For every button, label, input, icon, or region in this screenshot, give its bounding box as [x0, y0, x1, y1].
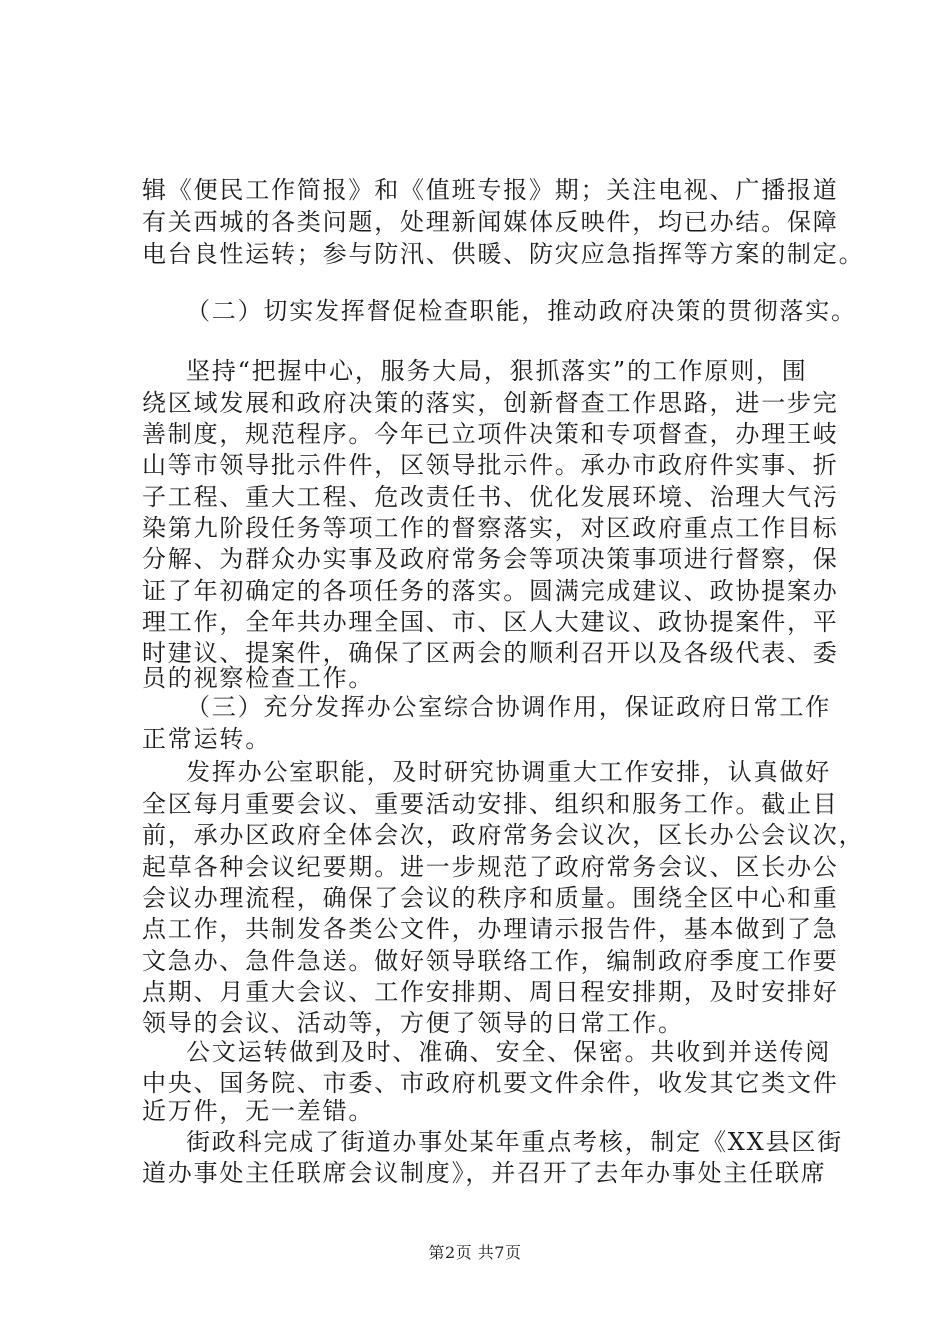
body-text-line: 时建议、提案件，确保了区两会的顺利召开以及各级代表、委 — [142, 639, 839, 667]
body-text-line: 分解、为群众办实事及政府常务会等项决策事项进行督察，保 — [142, 545, 839, 573]
body-text-line: 街政科完成了街道办事处某年重点考核，制定《XX县区街 — [186, 1128, 843, 1156]
body-text-line: 山等市领导批示件件，区领导批示件。承办市政府件实事、折 — [142, 451, 839, 479]
body-text-line: 点工作，共制发各类公文件，办理请示报告件，基本做到了急 — [142, 915, 839, 943]
body-text-line: 前，承办区政府全体会次，政府常务会议次，区长办公会议次， — [142, 821, 865, 849]
body-text-line: 辑《便民工作简报》和《值班专报》期；关注电视、广播报道 — [142, 176, 839, 204]
body-text-line: 理工作，全年共办理全国、市、区人大建议、政协提案件，平 — [142, 608, 839, 636]
body-text-line: 领导的会议、活动等，方便了领导的日常工作。 — [142, 1009, 684, 1037]
body-text-line: 文急办、急件急送。做好领导联络工作，编制政府季度工作要 — [142, 947, 839, 975]
body-text-line: 近万件，无一差错。 — [142, 1097, 375, 1125]
body-text-line: 证了年初确定的各项任务的落实。圆满完成建议、政协提案办 — [142, 577, 839, 605]
section-heading: （三）充分发挥办公室综合协调作用，保证政府日常工作 — [186, 693, 831, 721]
body-text-line: 起草各种会议纪要期。进一步规范了政府常务会议、区长办公 — [142, 853, 839, 881]
body-text-line: 有关西城的各类问题，处理新闻媒体反映件，均已办结。保障 — [142, 208, 839, 236]
section-heading: （二）切实发挥督促检查职能，推动政府决策的贯彻落实。 — [186, 297, 857, 325]
body-text-line: 发挥办公室职能，及时研究协调重大工作安排，认真做好 — [186, 758, 831, 786]
body-text-line: 会议办理流程，确保了会议的秩序和质量。围绕全区中心和重 — [142, 884, 839, 912]
body-text-line: 中央、国务院、市委、市政府机要文件余件，收发其它类文件 — [142, 1069, 839, 1097]
body-text-line: 子工程、重大工程、危改责任书、优化发展环境、治理大气污 — [142, 483, 839, 511]
body-text-line: 绕区域发展和政府决策的落实，创新督查工作思路，进一步完 — [142, 389, 839, 417]
body-text-line: 点期、月重大会议、工作安排期、周日程安排期，及时安排好 — [142, 978, 839, 1006]
body-text-line: 电台良性运转；参与防汛、供暖、防灾应急指挥等方案的制定。 — [142, 240, 865, 268]
page-number-footer: 第2页 共7页 — [428, 1243, 522, 1262]
body-text-line: 公文运转做到及时、准确、安全、保密。共收到并送传阅 — [186, 1038, 831, 1066]
body-text-line: 道办事处主任联席会议制度》，并召开了去年办事处主任联席 — [142, 1159, 827, 1187]
body-text-line: 员的视察检查工作。 — [142, 664, 375, 692]
section-heading: 正常运转。 — [142, 725, 271, 753]
body-text-line: 善制度，规范程序。今年已立项件决策和专项督查，办理王岐 — [142, 420, 839, 448]
body-text-line: 全区每月重要会议、重要活动安排、组织和服务工作。截止目 — [142, 790, 839, 818]
body-text-line: 坚持“把握中心，服务大局，狠抓落实”的工作原则，围 — [186, 357, 808, 385]
body-text-line: 染第九阶段任务等项工作的督察落实，对区政府重点工作目标 — [142, 514, 839, 542]
